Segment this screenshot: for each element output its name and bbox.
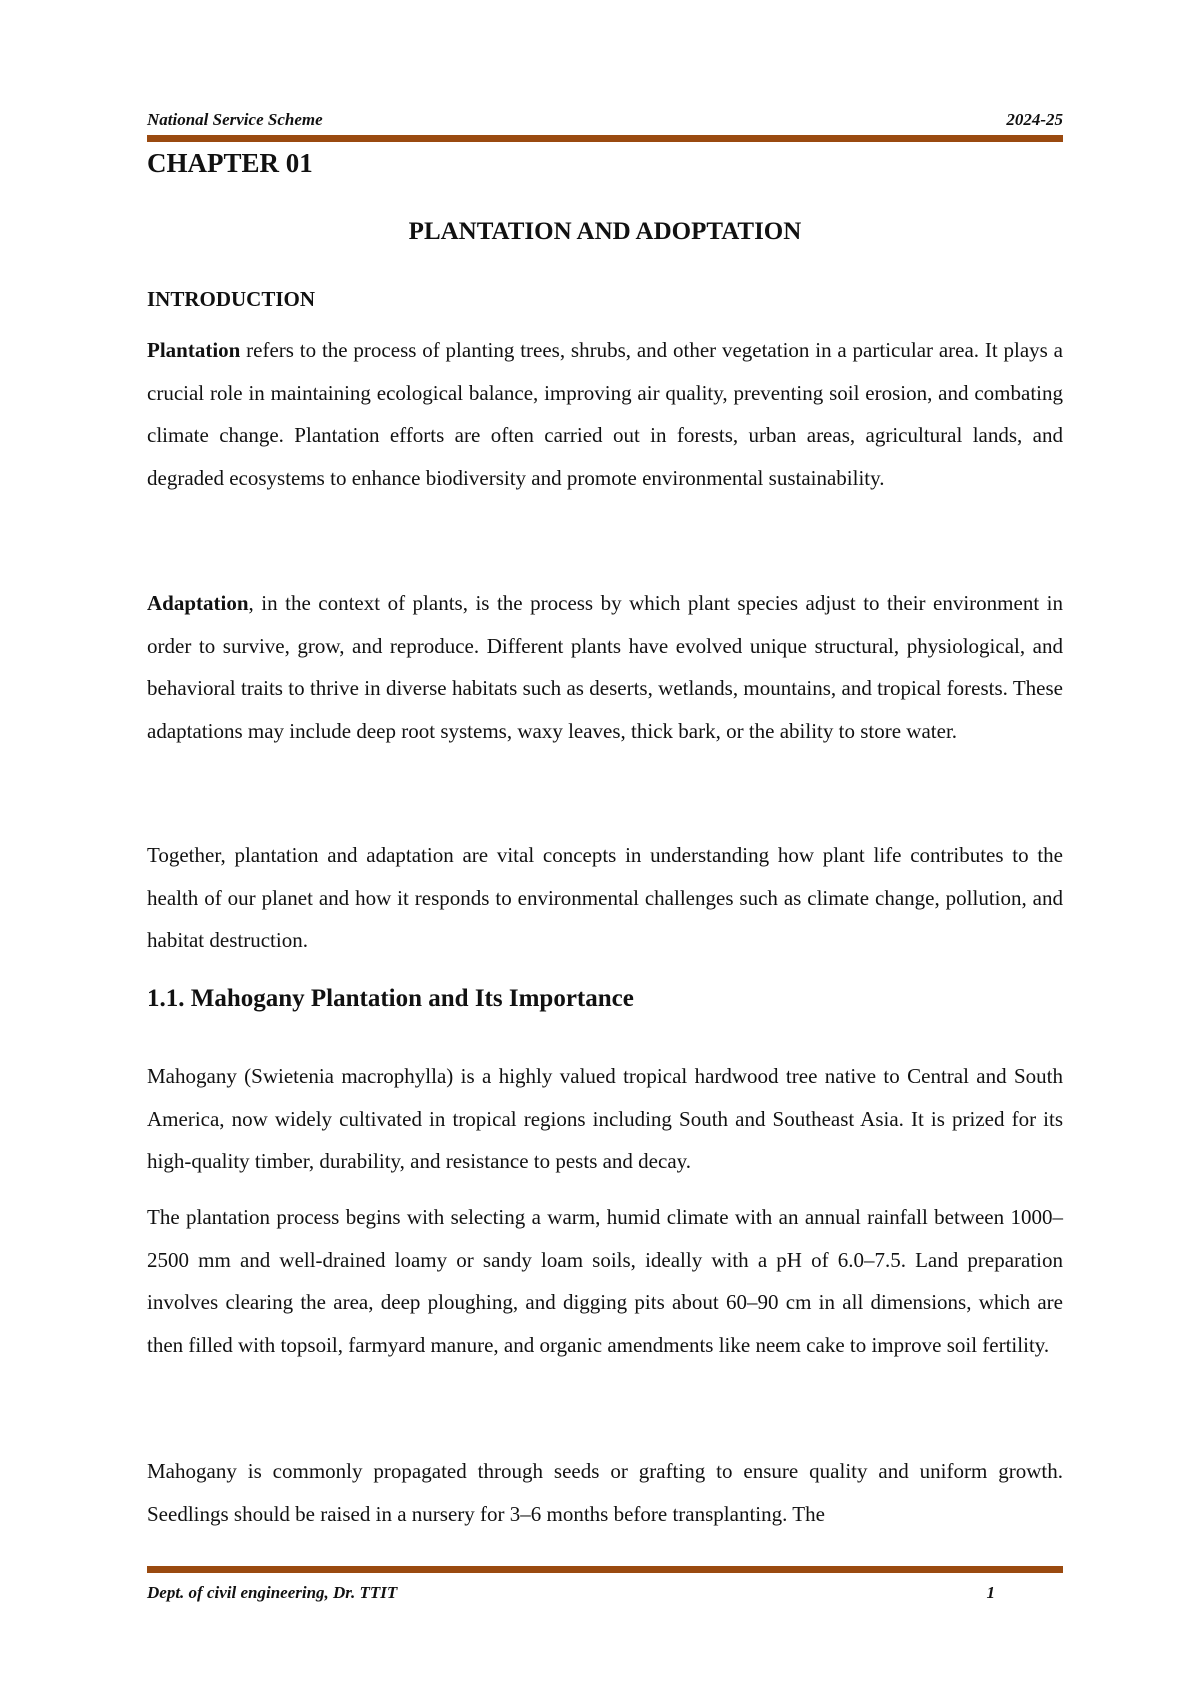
chapter-label: CHAPTER 01: [147, 148, 313, 178]
footer-department: Dept. of civil engineering, Dr. TTIT: [147, 1583, 398, 1602]
paragraph-together: Together, plantation and adaptation are vital concepts in understanding how plant life contributes to the health of our planet and how it responds to environmental challenges such as climate change, pollution, and habitat destruction.: [147, 843, 1063, 952]
header-left-text: National Service Scheme: [147, 110, 323, 129]
paragraph-plantation-lead: Plantation: [147, 338, 241, 362]
header-rule: [147, 135, 1063, 142]
chapter-title: PLANTATION AND ADOPTATION: [408, 218, 802, 245]
paragraph-plantation-process: The plantation process begins with selecting a warm, humid climate with an annual rainfall between 1000–2500 mm and well-drained loamy or sandy loam soils, ideally with a pH of 6.0–7.5. Land preparation involves clearing the area, deep ploughing, and digging pits about 60–90 cm in all dimensions, which are then filled with topsoil, farmyard manure, and organic amendments like neem cake to improve soil fertility.: [147, 1205, 1063, 1357]
header-year: 2024-25: [1006, 110, 1063, 129]
paragraph-mahogany-intro: Mahogany (Swietenia macrophylla) is a highly valued tropical hardwood tree native to Central and South America, now widely cultivated in tropical regions including South and Southeast Asia. It is prized for its high-quality timber, durability, and resistance to pests and decay.: [147, 1064, 1063, 1173]
paragraph-plantation: [147, 329, 1063, 499]
paragraph-propagation: Mahogany is commonly propagated through seeds or grafting to ensure quality and uniform growth. Seedlings should be raised in a nursery for 3–6 months before transplanting. The: [147, 1459, 1063, 1526]
paragraph-adaptation-lead: Adaptation: [147, 591, 249, 615]
page-header: [147, 110, 1063, 130]
paragraph-adaptation-body: , in the context of plants, is the process by which plant species adjust to their environment in order to survive, grow, and reproduce. Different plants have evolved unique structural, physiological, and behavioral traits to thrive in diverse habitats such as deserts, wetlands, mountains, and tropical forests. These adaptations may include deep root systems, waxy leaves, thick bark, or the ability to store water.: [147, 591, 1063, 743]
footer-rule: [147, 1566, 1063, 1573]
section-1-1-heading: 1.1. Mahogany Plantation and Its Importance: [147, 985, 634, 1012]
page-number: 1: [986, 1583, 995, 1602]
paragraph-plantation-body: refers to the process of planting trees, shrubs, and other vegetation in a particular area. It plays a crucial role in maintaining ecological balance, improving air quality, preventing soil erosion, and combating climate change. Plantation efforts are often carried out in forests, urban areas, agricultural lands, and degraded ecosystems to enhance biodiversity and promote environmental sustainability.: [147, 338, 1063, 490]
paragraph-adaptation: [147, 582, 1063, 752]
page-footer: [147, 1583, 1063, 1603]
introduction-heading: INTRODUCTION: [147, 287, 316, 311]
